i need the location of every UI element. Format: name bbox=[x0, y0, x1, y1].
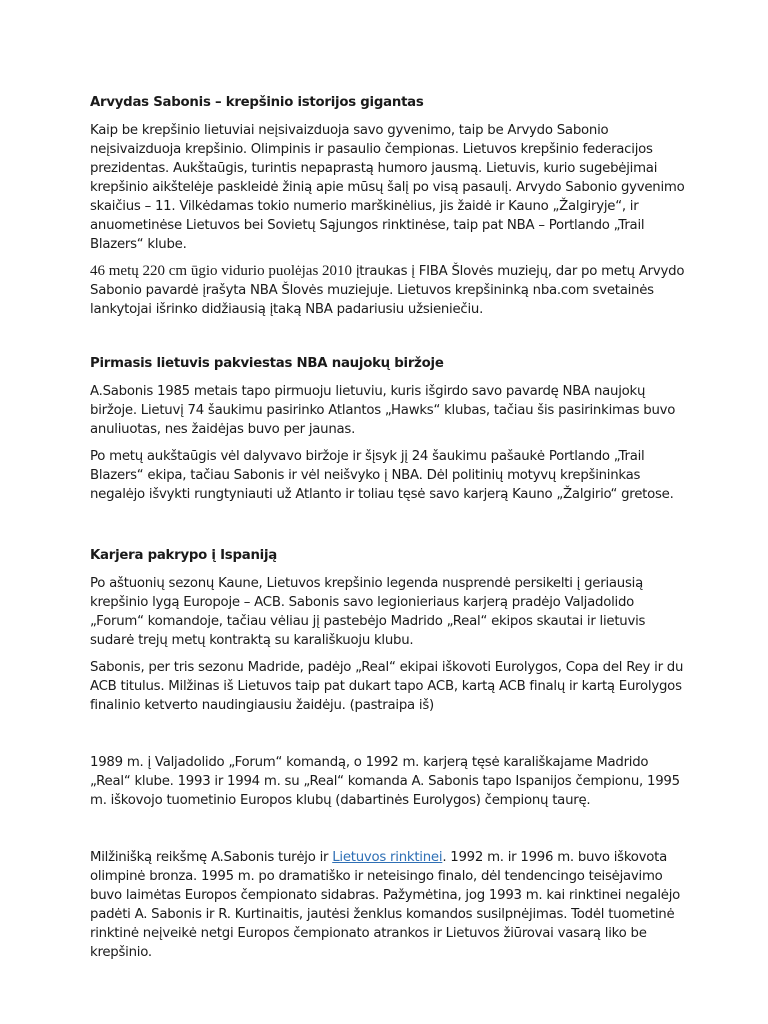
document-page bbox=[90, 93, 690, 970]
paragraph-real-madrid: Sabonis, per tris sezonu Madride, padėjo „Real“ ekipai iškovoti Eurolygos, Copa del Rey ir du ACB titulus. Milžinas iš Lietuvos taip pat dukart tapo ACB, kartą ACB finalų ir kartą Eurolygos finalinio ketverto naudingiausiu žaidėju. (pastraipa iš) bbox=[90, 660, 684, 713]
heading-sabonis-giant: Arvydas Sabonis – krepšinio istorijos gigantas bbox=[90, 95, 424, 110]
paragraph-intro: Kaip be krepšinio lietuviai neįsivaizduoja savo gyvenimo, taip be Arvydo Sabonio neįsivaizduoja krepšinio. Olimpinis ir pasaulio čempionas. Lietuvos krepšinio federacijos prezidentas. Aukštaūgis, turintis nepaprastą humoro jausmą. Lietuvis, kurio sugebėjimai krepšinio aikštelėje paskleidė žinią apie mūsų šalį po visą pasaulį. Arvydo Sabonio gyvenimo skaičius – 11. Vilkėdamas tokio numerio marškinėlius, jis žaidė ir Kauno „Žalgiryje“, ir anuometinėse Lietuvos bei Sovietų Sąjungos rinktinėse, taip pat NBA – Portlando „Trail Blazers“ klube. bbox=[90, 123, 685, 252]
paragraph-national-team bbox=[90, 848, 690, 962]
paragraph-national-team-after: . 1992 m. ir 1996 m. buvo iškovota olimpinė bronza. 1995 m. po dramatiško ir neteisingo finalo, dėl tendencingo teisėjavimo buvo laimėtas Europos čempionato sidabras. Pažymėtina, jog 1993 m. kai rinktinei negalėjo padėti A. Sabonis ir R. Kurtinaitis, jautėsi ženklus komandos susilpnėjimas. Todėl tuometinė rinktinė neįveikė netgi Europos čempionato atrankos ir Lietuvos žiūrovai vasarą liko be krepšinio. bbox=[90, 850, 681, 960]
heading-nba-draft: Pirmasis lietuvis pakviestas NBA naujokų biržoje bbox=[90, 356, 444, 371]
paragraph-hall-of-fame-lead: 46 metų 220 cm ūgio vidurio puolėjas 2010 bbox=[90, 263, 356, 279]
paragraph-forum-real: 1989 m. į Valjadolido „Forum“ komandą, o 1992 m. karjerą tęsė karališkajame Madrido „Real“ klube. 1993 ir 1994 m. su „Real“ komanda A. Sabonis tapo Ispanijos čempionu, 1995 m. iškovojo tuometinio Europos klubų (dabartinės Eurolygos) čempionų taurę. bbox=[90, 755, 680, 808]
paragraph-draft-1986: Po metų aukštaūgis vėl dalyvavo biržoje ir šįsyk jį 24 šaukimu pašaukė Portlando „Trail Blazers“ ekipa, tačiau Sabonis ir vėl neišvyko į NBA. Dėl politinių motyvų krepšininkas negalėjo išvykti rungtyniauti už Atlanto ir toliau tęsė savo karjerą Kauno „Žalgirio“ gretose. bbox=[90, 449, 674, 502]
heading-spain-career: Karjera pakrypo į Ispaniją bbox=[90, 548, 278, 563]
link-lietuvos-rinktinei[interactable]: Lietuvos rinktinei bbox=[332, 850, 443, 865]
spacer bbox=[90, 723, 690, 753]
spacer bbox=[90, 818, 690, 848]
paragraph-national-team-before: Milžinišką reikšmę A.Sabonis turėjo ir bbox=[90, 850, 333, 865]
paragraph-hall-of-fame-rest: įtraukas į FIBA Šlovės muziejų, dar po metų Arvydo Sabonio pavardė įrašyta NBA Šlovės muziejuje. Lietuvos krepšininką nba.com svetainės lankytojai išrinko didžiausią įtaką NBA padariusiu užsieniečiu. bbox=[90, 264, 685, 317]
paragraph-hall-of-fame bbox=[90, 262, 690, 319]
paragraph-draft-1985: A.Sabonis 1985 metais tapo pirmuoju lietuviu, kuris išgirdo savo pavardę NBA naujokų biržoje. Lietuvį 74 šaukimu pasirinko Atlantos „Hawks“ klubas, tačiau šis pasirinkimas buvo anuliuotas, nes žaidėjas buvo per jaunas. bbox=[90, 384, 676, 437]
spacer bbox=[90, 327, 690, 354]
spacer bbox=[90, 512, 690, 546]
paragraph-acb-move: Po aštuonių sezonų Kaune, Lietuvos krepšinio legenda nusprendė persikelti į geriausią krepšinio lygą Europoje – ACB. Sabonis savo legionieriaus karjerą pradėjo Valjadolido „Forum“ komandoje, tačiau vėliau jį pastebėjo Madrido „Real“ ekipos skautai ir lietuvis sudarė trejų metų kontraktą su karališkuoju klubu. bbox=[90, 576, 646, 648]
